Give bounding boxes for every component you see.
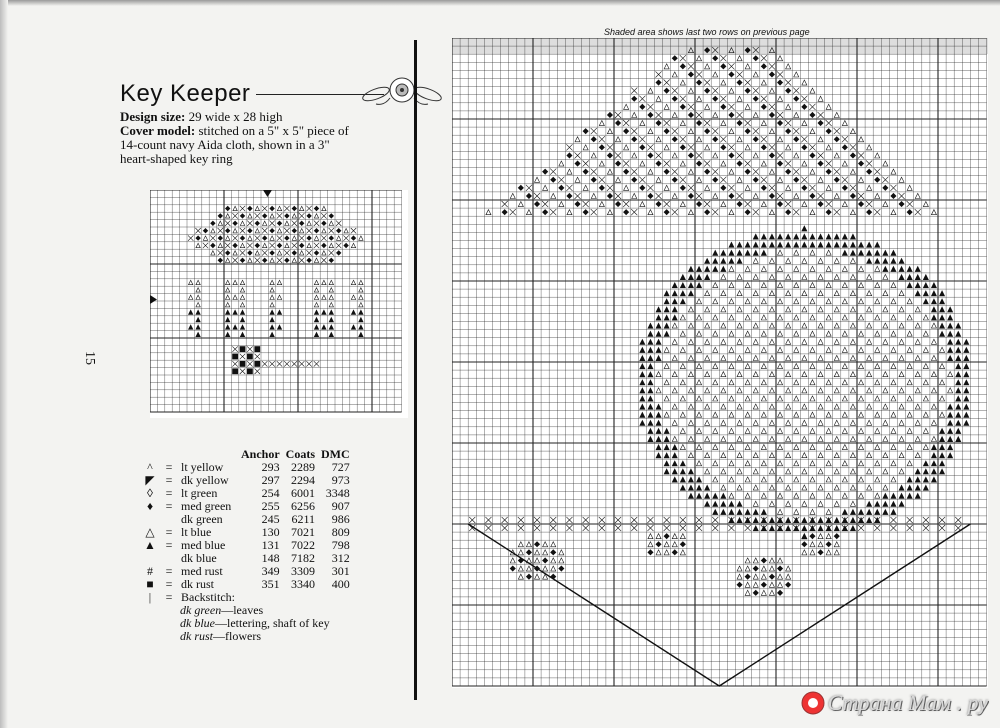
coats-number: 3309 bbox=[291, 564, 316, 578]
floss-name: med green bbox=[181, 499, 232, 513]
dmc-number: 727 bbox=[331, 460, 350, 474]
equals-sign: = bbox=[165, 538, 173, 552]
coats-number: 3340 bbox=[291, 577, 316, 591]
dmc-number: 301 bbox=[331, 564, 350, 578]
title-row bbox=[120, 80, 384, 108]
equals-sign: = bbox=[165, 486, 173, 500]
anchor-number: 349 bbox=[261, 564, 280, 578]
stitch-symbol-icon: ▲ bbox=[144, 538, 156, 552]
floss-name: dk green bbox=[181, 512, 223, 526]
watermark-logo-icon bbox=[800, 690, 826, 716]
anchor-number: 254 bbox=[261, 486, 280, 500]
floral-ornament-icon bbox=[360, 70, 444, 110]
dmc-number: 907 bbox=[331, 499, 350, 513]
anchor-number: 130 bbox=[261, 525, 280, 539]
dmc-number: 798 bbox=[331, 538, 350, 552]
design-info bbox=[120, 110, 360, 166]
coats-number: 7182 bbox=[291, 551, 316, 565]
anchor-number: 131 bbox=[261, 538, 280, 552]
dmc-number: 400 bbox=[331, 577, 350, 591]
coats-number: 6211 bbox=[291, 512, 316, 526]
dmc-number: 3348 bbox=[325, 486, 350, 500]
cover-model-label: Cover model: bbox=[120, 123, 196, 138]
floss-name: dk rust bbox=[181, 577, 214, 591]
equals-sign: = bbox=[165, 525, 173, 539]
color-key bbox=[140, 448, 353, 604]
stitch-symbol-icon: ♦ bbox=[146, 499, 154, 513]
backstitch-line: dk rust—flowers bbox=[180, 629, 261, 643]
coats-number: 6001 bbox=[291, 486, 316, 500]
page-title: Key Keeper bbox=[120, 80, 251, 107]
equals-sign: = bbox=[165, 590, 173, 604]
backstitch-line: dk green—leaves bbox=[180, 603, 264, 617]
anchor-number: 148 bbox=[261, 551, 280, 565]
backstitch-line: dk blue—lettering, shaft of key bbox=[180, 616, 330, 630]
floss-name: lt yellow bbox=[181, 460, 224, 474]
anchor-number: 297 bbox=[261, 473, 280, 487]
equals-sign: = bbox=[165, 577, 173, 591]
design-size-value: 29 wide x 28 high bbox=[188, 109, 283, 124]
floss-name: dk blue bbox=[181, 551, 217, 565]
anchor-number: 351 bbox=[261, 577, 280, 591]
backstitch-label: Backstitch: bbox=[181, 590, 235, 604]
backstitch-notes bbox=[180, 604, 330, 643]
anchor-number: 245 bbox=[261, 512, 280, 526]
color-key-row bbox=[140, 500, 353, 513]
page-number: 15 bbox=[82, 351, 97, 365]
cover-model-value: stitched on a 5" x 5" piece of 14-count navy Aida cloth, shown in a 3" heart-shaped key ring bbox=[120, 123, 349, 166]
chart-caption: Shaded area shows last two rows on previous page bbox=[604, 27, 810, 37]
page-top-edge bbox=[0, 0, 1000, 6]
stitch-symbol-icon: ◊ bbox=[147, 486, 153, 500]
stitch-symbol-icon: ■ bbox=[146, 577, 154, 591]
large-pattern-chart bbox=[452, 38, 988, 688]
equals-sign: = bbox=[165, 499, 173, 513]
dmc-number: 973 bbox=[331, 473, 350, 487]
coats-number: 6256 bbox=[291, 499, 316, 513]
coats-number: 7021 bbox=[291, 525, 316, 539]
stitch-symbol-icon: # bbox=[147, 564, 153, 578]
watermark-text: Страна Мам . ру bbox=[827, 690, 988, 715]
design-size-label: Design size: bbox=[120, 109, 186, 124]
equals-sign: = bbox=[165, 564, 173, 578]
chart-grid bbox=[452, 38, 987, 686]
floss-name: med rust bbox=[181, 564, 223, 578]
anchor-number: 255 bbox=[261, 499, 280, 513]
floss-name: lt blue bbox=[181, 525, 212, 539]
page-divider bbox=[414, 40, 417, 700]
small-pattern-chart bbox=[150, 190, 408, 418]
dmc-number: 809 bbox=[331, 525, 350, 539]
floss-name: dk yellow bbox=[181, 473, 229, 487]
header-coats: Coats bbox=[285, 447, 316, 461]
color-key-row bbox=[140, 539, 353, 552]
page-binding-shadow bbox=[0, 0, 8, 728]
coats-number: 2294 bbox=[291, 473, 316, 487]
stitch-symbol-icon: ◤ bbox=[145, 473, 155, 487]
header-anchor: Anchor bbox=[241, 447, 280, 461]
color-key-table bbox=[140, 448, 353, 604]
floss-name: lt green bbox=[181, 486, 218, 500]
anchor-number: 293 bbox=[261, 460, 280, 474]
stitch-symbol-icon: △ bbox=[145, 525, 155, 539]
floss-name: med blue bbox=[181, 538, 226, 552]
coats-number: 7022 bbox=[291, 538, 316, 552]
equals-sign: = bbox=[165, 460, 173, 474]
dmc-number: 986 bbox=[331, 512, 350, 526]
header-dmc: DMC bbox=[321, 447, 350, 461]
backstitch-symbol-icon: | bbox=[148, 590, 152, 604]
stitch-symbol-icon: ^ bbox=[147, 460, 153, 474]
equals-sign: = bbox=[165, 473, 173, 487]
coats-number: 2289 bbox=[291, 460, 316, 474]
dmc-number: 312 bbox=[331, 551, 350, 565]
